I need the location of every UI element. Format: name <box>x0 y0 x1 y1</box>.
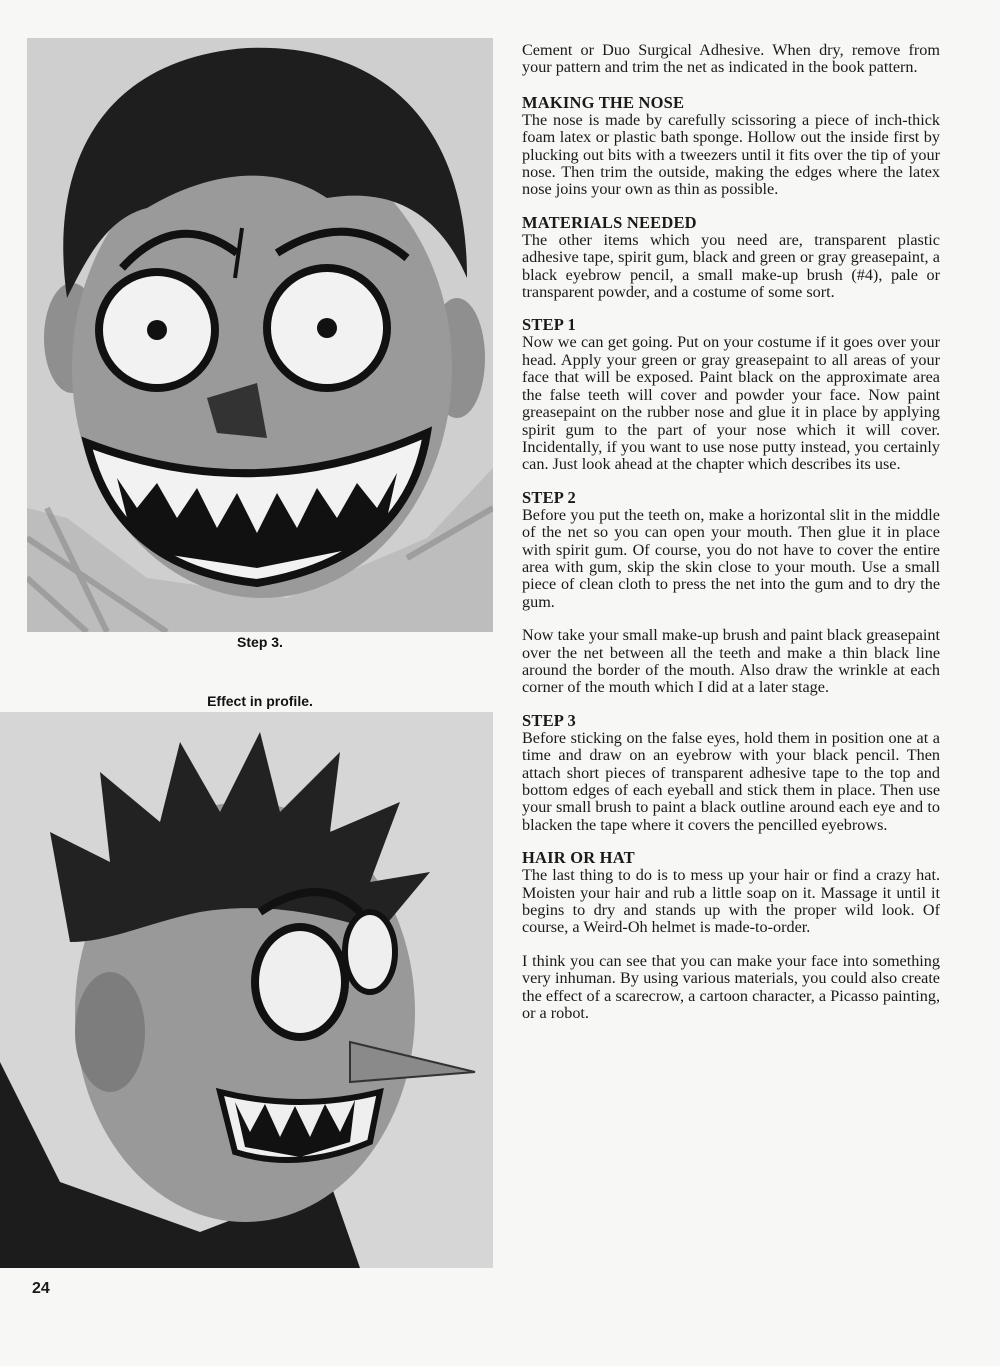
page-number: 24 <box>32 1280 50 1297</box>
caption-effect-in-profile: Effect in profile. <box>207 693 313 709</box>
paragraph-materials-needed: The other items which you need are, transparent plastic adhesive tape, spirit gum, black and green or gray greasepaint, a black eyebrow pencil, a small make-up brush (#4), pale or transparent powder, and a costume of some sort. <box>522 230 940 302</box>
photo-front-view <box>27 38 493 632</box>
section-step-3 <box>522 712 940 834</box>
photo-profile-view <box>0 712 493 1268</box>
paragraph-conclusion: I think you can see that you can make your face into something very inhuman. By using various materials, you could also create the effect of a scarecrow, a cartoon character, a Picasso painting, or a robot. <box>522 951 940 1023</box>
section-step-1 <box>522 316 940 473</box>
heading-materials-needed: MATERIALS NEEDED <box>522 212 697 232</box>
heading-hair-or-hat: HAIR OR HAT <box>522 848 635 868</box>
article-text-column <box>522 42 940 1037</box>
section-materials-needed <box>522 214 940 302</box>
paragraph-step-2-continued: Now take your small make-up brush and paint black greasepaint over the net between all the teeth and make a thin black line around the border of the mouth. Also draw the wrinkle at each corner of the mouth which I did at a later stage. <box>522 626 940 697</box>
heading-step-3: STEP 3 <box>522 710 576 730</box>
heading-making-the-nose: MAKING THE NOSE <box>522 92 685 112</box>
heading-step-1: STEP 1 <box>522 315 576 335</box>
heading-step-2: STEP 2 <box>522 487 576 507</box>
paragraph-making-the-nose: The nose is made by carefully scissoring a piece of inch-thick foam latex or plastic bath sponge. Hollow out the inside first by plucking out bits with a tweezers until it fits over the tip of your nose. Then trim the outside, making the edges where the latex nose joins your own as thin as possible. <box>522 110 940 199</box>
section-step-2 <box>522 489 940 697</box>
paragraph-step-3: Before sticking on the false eyes, hold them in position one at a time and draw on an eyebrow with your black pencil. Then attach short pieces of transparent adhesive tape to the top and bottom edges of each eyeball and stick them in place. Then use your small brush to paint a black outline around each eye and to blacken the tape where it covers the pencilled eyebrows. <box>522 728 940 834</box>
paragraph-hair-or-hat: The last thing to do is to mess up your hair or find a crazy hat. Moisten your hair and rub a little soap on it. Massage it until it begins to dry and stands up with the proper wild look. Of course, a Weird-Oh helmet is made-to-order. <box>522 866 940 937</box>
paragraph-step-1: Now we can get going. Put on your costume if it goes over your head. Apply your green or gray greasepaint to all areas of your face that will be exposed. Paint black on the approximate area the false teeth will cover and powder your face. Now paint greasepaint on the rubber nose and glue it in place by applying spirit gum to the part of your nose which it will cover. Incidentally, if you want to use nose putty instead, you certainly can. Just look ahead at the chapter which describes its use. <box>522 333 940 474</box>
caption-step-3: Step 3. <box>237 634 283 650</box>
intro-paragraph: Cement or Duo Surgical Adhesive. When dry, remove from your pattern and trim the net as indicated in the book pattern. <box>522 41 940 77</box>
section-making-the-nose <box>522 94 940 199</box>
monster-face-front-illustration <box>27 38 493 632</box>
section-hair-or-hat <box>522 849 940 1022</box>
paragraph-step-2: Before you put the teeth on, make a horizontal slit in the middle of the net so you can open your mouth. Then glue it in place with spirit gum. Of course, you do not have to cover the entire area with gum, skip the skin close to your mouth. Use a small piece of clean cloth to press the net into the gum and to dry the gum. <box>522 505 940 611</box>
monster-face-profile-illustration <box>0 712 493 1268</box>
